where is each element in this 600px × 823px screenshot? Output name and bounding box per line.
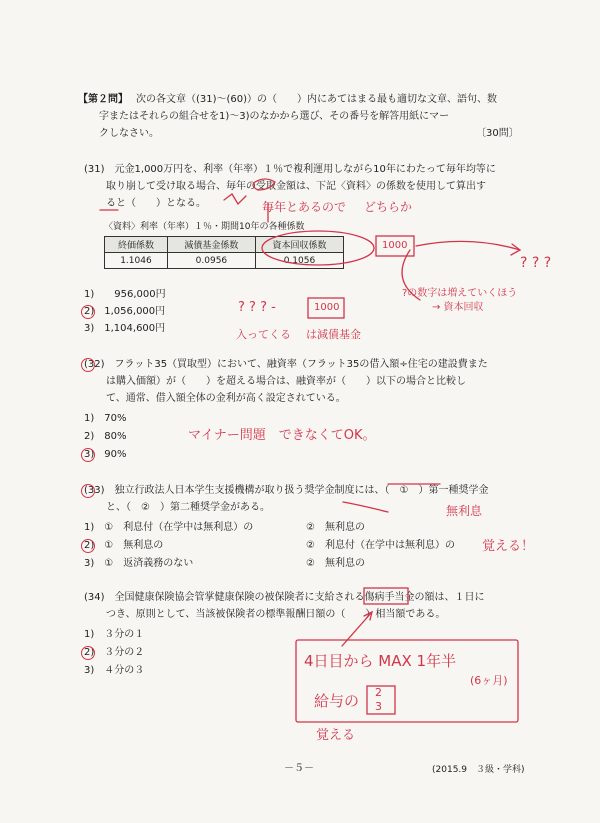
q32-option-2: 2) 80% [84, 431, 127, 442]
annotation-fraction-denominator: 3 [375, 700, 382, 713]
table-header: 資本回収係数 [255, 237, 343, 253]
q33-option-1b: ② 無利息の [306, 522, 365, 533]
answer-ellipse [262, 231, 374, 265]
q32-line-3: て、通常、借入額全体の金利が高く設定されている。 [106, 393, 346, 404]
annotation-note-g: 覚える [316, 728, 356, 743]
table-header: 減債基金係数 [167, 237, 255, 253]
annotation-note-b2: → 資本回収 [432, 302, 484, 313]
table-cell: 0.1056 [255, 253, 343, 269]
annotation-fraction-numerator: 2 [375, 686, 382, 699]
q31-line-1: (31) 元金1,000万円を、利率（年率）１％で複利運用しながら10年にわたって毎年均等に [84, 164, 496, 175]
annotation-question-marks-2: ? ? ? - [238, 300, 276, 315]
q33-option-3a: 3) ① 返済義務のない [84, 558, 194, 569]
annotation-box-1000b: 1000 [314, 302, 340, 313]
arrowhead-stroke [511, 244, 520, 255]
q31-option-2: 2) 1,056,000円 [84, 306, 166, 317]
table-cell: 0.0956 [167, 253, 255, 269]
points-label: 〔30問〕 [476, 128, 519, 139]
table-cell: 1.1046 [105, 253, 168, 269]
annotation-big-3: 給与の [314, 692, 360, 710]
q31-line-2: 取り崩して受け取る場合、毎年の受取金額は、下記〈資料〉の係数を使用して算出す [106, 181, 486, 192]
q34-line-1: (34) 全国健康保険協会管掌健康保険の被保険者に支給される傷病手当金の額は、１日に [84, 592, 485, 603]
q32-line-2: は購入価額）が（ ）を超える場合は、融資率が（ ）以下の場合と比較し [106, 376, 466, 387]
annotation-note-c: 入ってくる [236, 328, 291, 341]
arrow-note-stroke [342, 612, 372, 646]
instruction-line-2: 字またはそれらの組合せを1)〜3)のなかから選び、その番号を解答用紙にマー [99, 111, 450, 122]
q32-option-3: 3) 90% [84, 449, 127, 460]
annotation-question-marks: ? ? ? [520, 255, 552, 271]
q33-line-1: (33) 独立行政法人日本学生支援機構が取り扱う奨学金制度には、（ ① ）第一種奨学金 [84, 485, 489, 496]
q31-option-1: 1) 956,000円 [84, 289, 166, 300]
annotation-note-c2: は減債基金 [306, 328, 361, 341]
q33-option-1a: 1) ① 利息付（在学中は無利息）の [84, 522, 254, 533]
q31-line-3: ると（ ）となる。 [106, 198, 206, 209]
q34-option-1: 1) ３分の１ [84, 629, 145, 640]
q31-option-3: 3) 1,104,600円 [84, 323, 166, 334]
q34-option-3: 3) ４分の３ [84, 665, 145, 676]
annotation-note-f: 覚える！ [482, 539, 535, 554]
exam-code: (2015.9 ３級・学科) [432, 765, 525, 775]
annotation-note-d: マイナー問題 できなくてOK。 [188, 428, 376, 443]
squiggle-stroke [224, 194, 246, 204]
table-header: 終価係数 [105, 237, 168, 253]
annotation-note-a: 毎年とあるので [262, 200, 347, 214]
annotation-big-1: 4日目から MAX 1年半 [304, 652, 457, 670]
page-number: －５－ [284, 763, 314, 774]
annotation-big-2: (6ヶ月) [470, 674, 508, 687]
arrow-stroke [416, 241, 520, 250]
q33-line-2: と、（ ② ）第二種奨学金がある。 [106, 502, 270, 513]
note-circle-stroke [253, 179, 275, 190]
q33-option-3b: ② 無利息の [306, 558, 365, 569]
q34-line-2: つき、原則として、当該被保険者の標準報酬日額の（ ）相当額である。 [106, 609, 446, 620]
annotation-note-a2: どちらか [364, 200, 413, 214]
instruction-line-3: クしなさい。 [99, 128, 159, 139]
annotation-box-1000: 1000 [382, 240, 408, 251]
section-title: 【第２問】 [78, 94, 128, 105]
underline-stroke [343, 502, 388, 512]
q33-option-2a: 2) ① 無利息の [84, 540, 164, 551]
q33-option-2b: ② 利息付（在学中は無利息）の [306, 540, 455, 551]
q32-line-1: (32) フラット35（買取型）において、融資率（フラット35の借入額÷住宅の建設費また [84, 359, 488, 370]
instruction-line-1: 次の各文章（(31)〜(60)）の（ ）内にあてはまる最も適切な文章、語句、数 [136, 94, 498, 105]
annotation-note-e: 無利息 [446, 504, 483, 518]
box-note-stroke [364, 588, 408, 604]
q32-option-1: 1) 70% [84, 413, 127, 424]
q34-option-2: 2) ３分の２ [84, 647, 145, 658]
q31-table-caption: 〈資料〉利率（年率）１％・期間10年の各種係数 [104, 222, 305, 232]
annotation-note-b: ?の数字は増えていくほう [402, 288, 518, 299]
